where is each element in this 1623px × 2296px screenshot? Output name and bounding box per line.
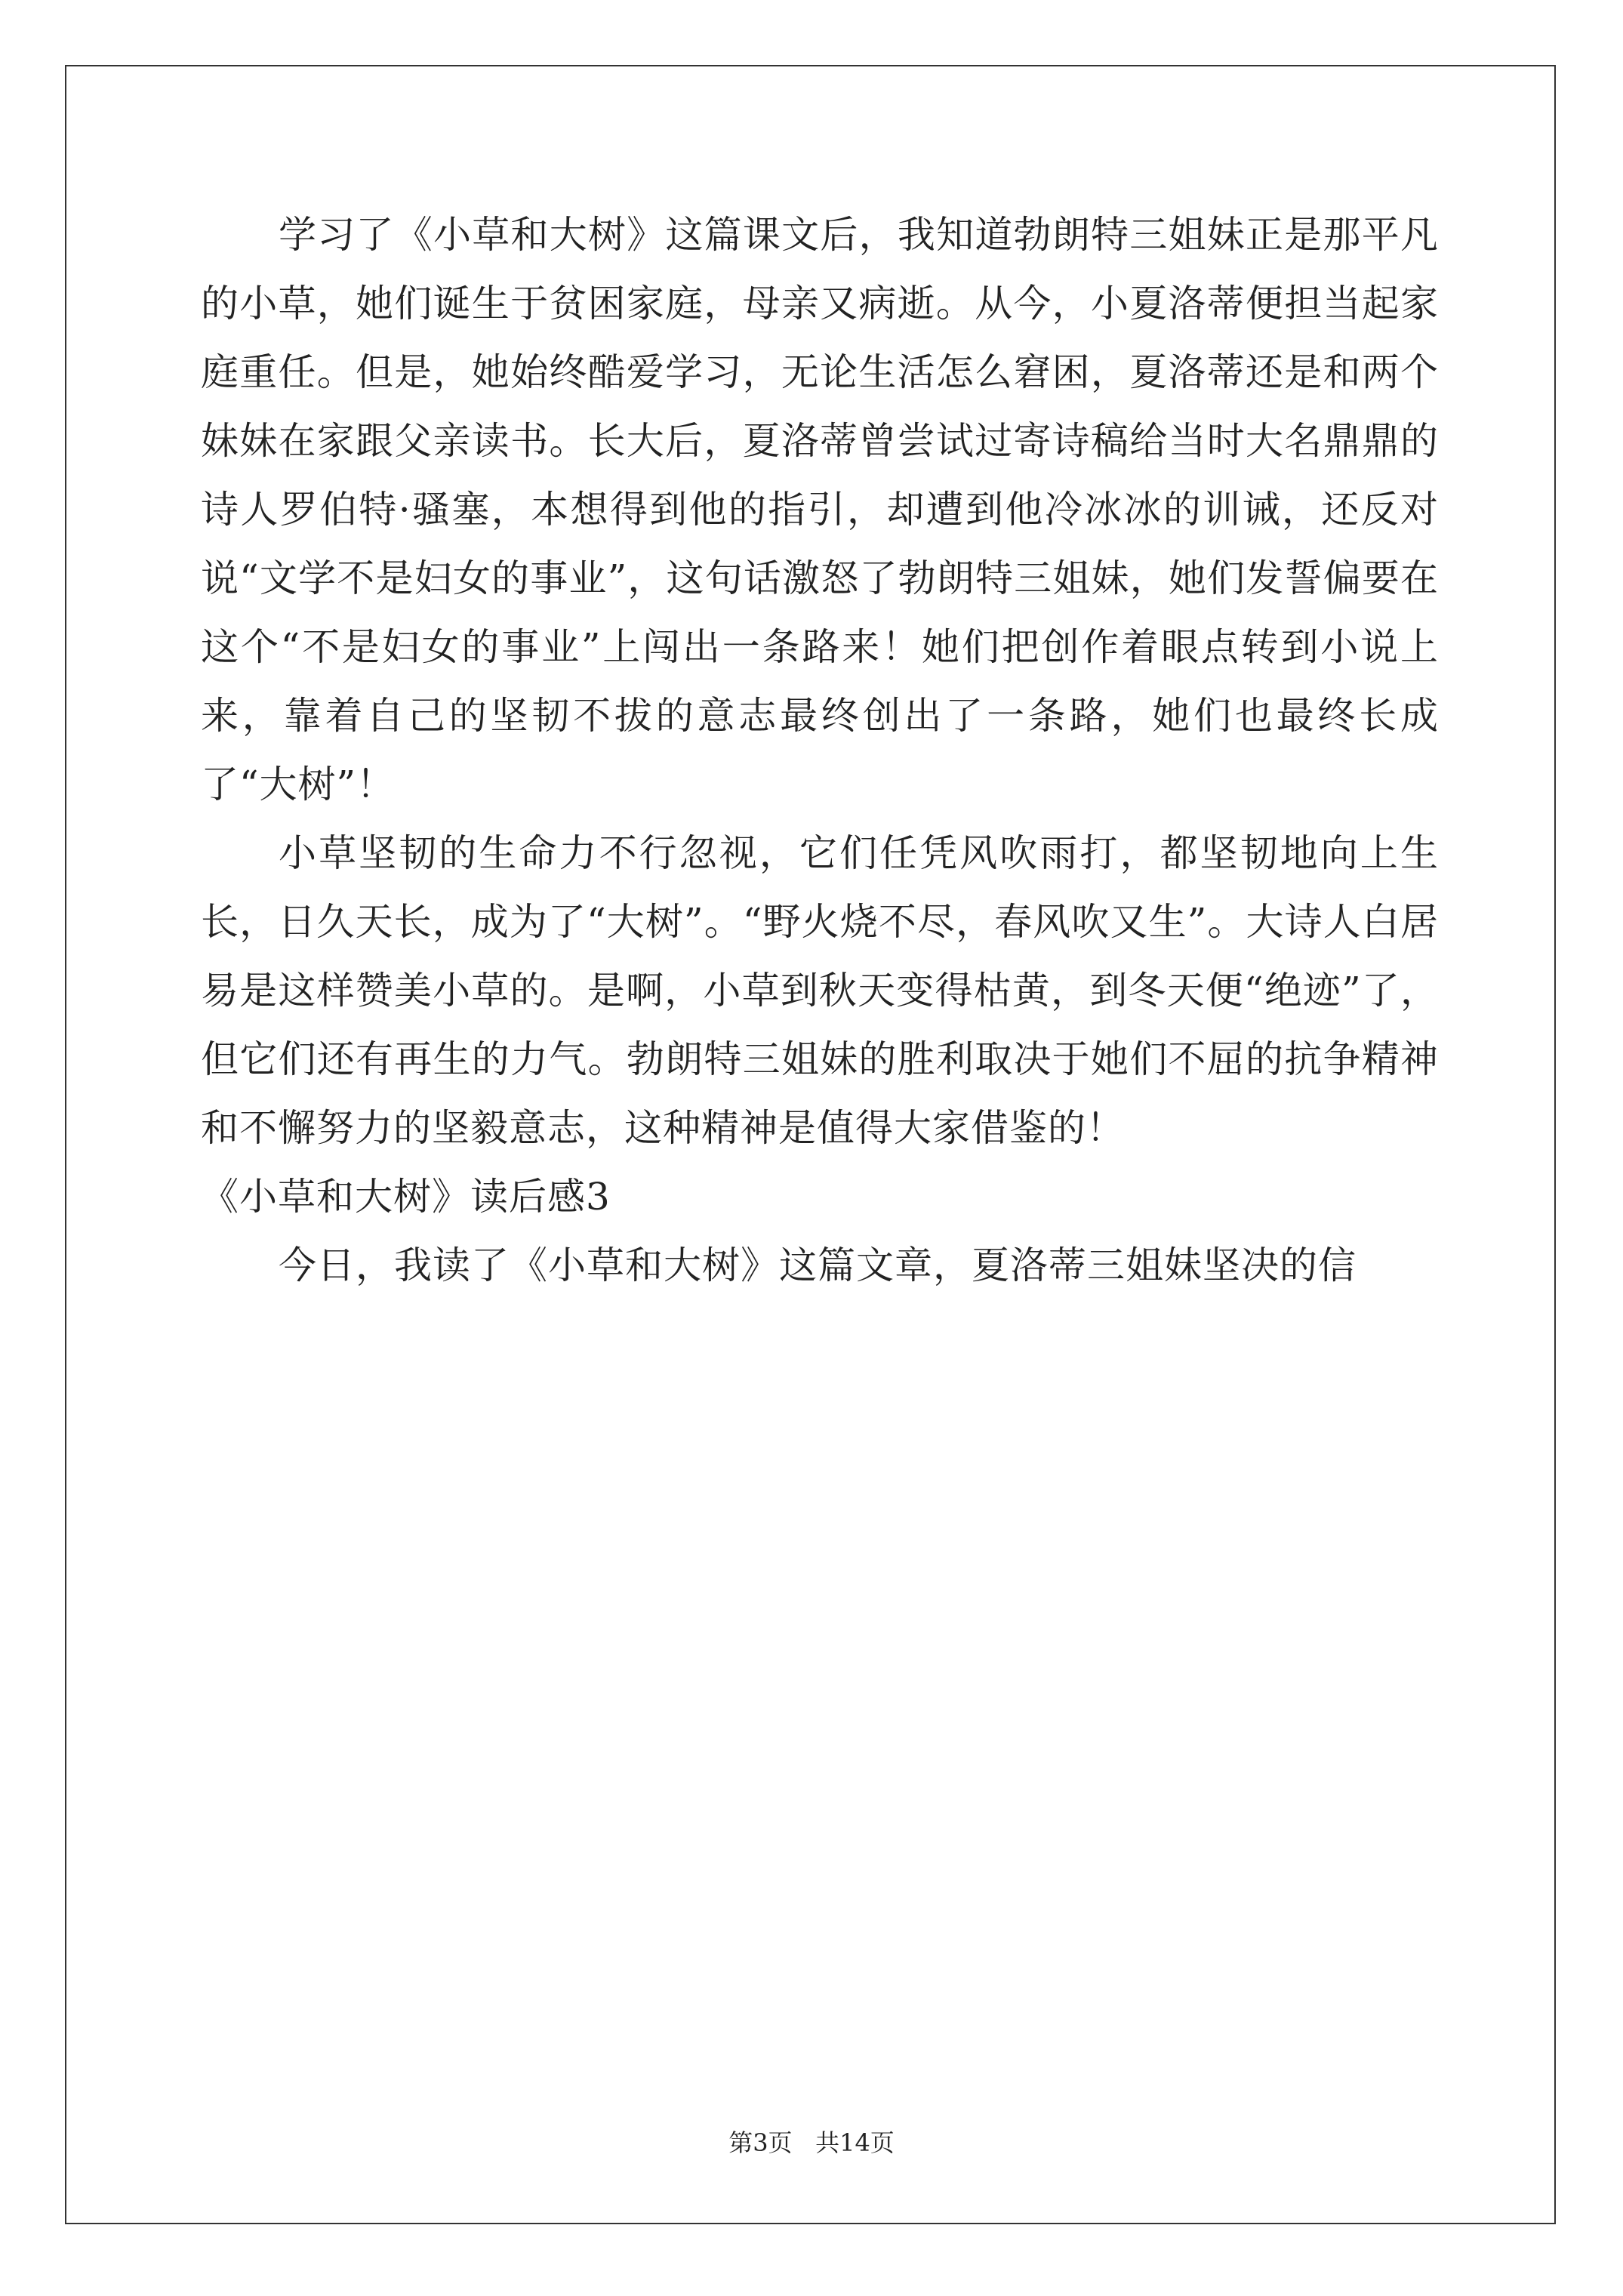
footer-gap [793, 2128, 816, 2157]
paragraph-1: 学习了《小草和大树》这篇课文后，我知道勃朗特三姐妹正是那平凡的小草，她们诞生于贫困家庭，母亲又病逝。从今，小夏洛蒂便担当起家庭重任。但是，她始终酷爱学习，无论生活怎么窘困，夏洛蒂还是和两个妹妹在家跟父亲读书。长大后，夏洛蒂曾尝试过寄诗稿给当时大名鼎鼎的诗人罗伯特·骚塞，本想得到他的指引，却遭到他冷冰冰的训诫，还反对说“文学不是妇女的事业”，这句话激怒了勃朗特三姐妹，她们发誓偏要在这个“不是妇女的事业”上闯出一条路来！她们把创作着眼点转到小说上来，靠着自己的坚韧不拔的意志最终创出了一条路，她们也最终长成了“大树”！ [201, 213, 1439, 806]
section-heading: 《小草和大树》读后感3 [201, 1175, 611, 1219]
paragraph-3: 今日，我读了《小草和大树》这篇文章，夏洛蒂三姐妹坚决的信 [279, 1244, 1357, 1287]
page-total: 共14页 [815, 2128, 895, 2157]
page-number: 第3页 [728, 2128, 793, 2157]
paragraph-2: 小草坚韧的生命力不行忽视，它们任凭风吹雨打，都坚韧地向上生长，日久天长，成为了“大树”。“野火烧不尽，春风吹又生”。大诗人白居易是这样赞美小草的。是啊，小草到秋天变得枯黄，到冬天便“绝迹”了，但它们还有再生的力气。勃朗特三姐妹的胜利取决于她们不屈的抗争精神和不懈努力的坚毅意志，这种精神是值得大家借鉴的！ [201, 831, 1439, 1150]
document-body [201, 201, 1439, 1300]
page-footer [0, 2128, 1623, 2158]
